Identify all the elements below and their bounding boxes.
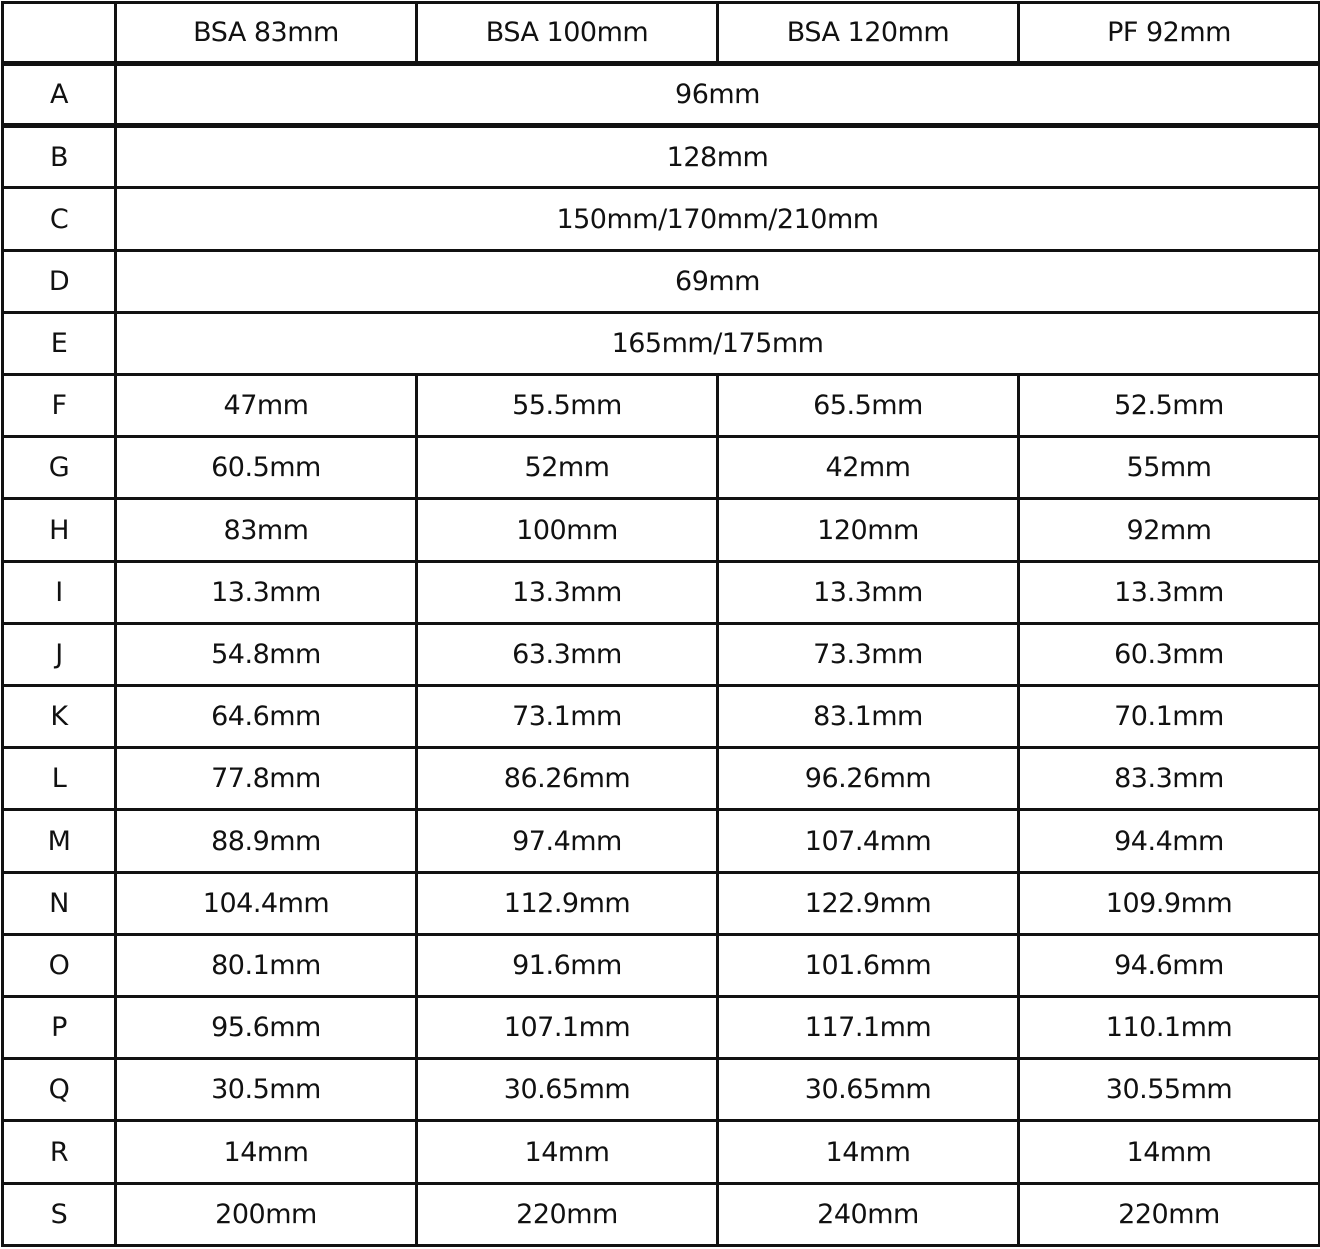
table-row bbox=[3, 126, 1320, 188]
table-row bbox=[3, 1121, 1320, 1183]
value-cell-pf-92: 13.3mm bbox=[1019, 561, 1320, 623]
value-cell-bsa-83: 83mm bbox=[116, 499, 417, 561]
value-cell-bsa-83: 104.4mm bbox=[116, 872, 417, 934]
value-cell-bsa-100: 100mm bbox=[417, 499, 718, 561]
value-cell-pf-92: 52.5mm bbox=[1019, 375, 1320, 437]
value-cell-bsa-120: 83.1mm bbox=[718, 686, 1019, 748]
table-row bbox=[3, 250, 1320, 312]
value-cell-pf-92: 60.3mm bbox=[1019, 623, 1320, 685]
table-row bbox=[3, 623, 1320, 685]
value-cell-bsa-120: 122.9mm bbox=[718, 872, 1019, 934]
value-cell-bsa-100: 52mm bbox=[417, 437, 718, 499]
table-row bbox=[3, 188, 1320, 250]
row-label: L bbox=[3, 748, 116, 810]
merged-value-cell: 96mm bbox=[116, 64, 1320, 126]
row-label: M bbox=[3, 810, 116, 872]
value-cell-bsa-83: 64.6mm bbox=[116, 686, 417, 748]
value-cell-bsa-100: 97.4mm bbox=[417, 810, 718, 872]
header-bsa-100: BSA 100mm bbox=[417, 3, 718, 64]
value-cell-bsa-100: 91.6mm bbox=[417, 934, 718, 996]
row-label: Q bbox=[3, 1059, 116, 1121]
header-bsa-120: BSA 120mm bbox=[718, 3, 1019, 64]
value-cell-bsa-83: 88.9mm bbox=[116, 810, 417, 872]
value-cell-bsa-100: 13.3mm bbox=[417, 561, 718, 623]
value-cell-bsa-120: 30.65mm bbox=[718, 1059, 1019, 1121]
table-row bbox=[3, 437, 1320, 499]
value-cell-bsa-100: 220mm bbox=[417, 1183, 718, 1245]
merged-value-cell: 69mm bbox=[116, 250, 1320, 312]
value-cell-bsa-100: 73.1mm bbox=[417, 686, 718, 748]
value-cell-bsa-100: 112.9mm bbox=[417, 872, 718, 934]
row-label: I bbox=[3, 561, 116, 623]
value-cell-bsa-120: 13.3mm bbox=[718, 561, 1019, 623]
merged-value-cell: 150mm/170mm/210mm bbox=[116, 188, 1320, 250]
row-label: K bbox=[3, 686, 116, 748]
value-cell-pf-92: 109.9mm bbox=[1019, 872, 1320, 934]
value-cell-bsa-83: 13.3mm bbox=[116, 561, 417, 623]
row-label: P bbox=[3, 997, 116, 1059]
value-cell-bsa-120: 96.26mm bbox=[718, 748, 1019, 810]
value-cell-bsa-120: 73.3mm bbox=[718, 623, 1019, 685]
value-cell-pf-92: 110.1mm bbox=[1019, 997, 1320, 1059]
value-cell-bsa-100: 14mm bbox=[417, 1121, 718, 1183]
value-cell-bsa-100: 63.3mm bbox=[417, 623, 718, 685]
spec-table bbox=[1, 1, 1320, 1247]
table-row bbox=[3, 1183, 1320, 1245]
table-row bbox=[3, 748, 1320, 810]
table-row bbox=[3, 997, 1320, 1059]
merged-value-cell: 128mm bbox=[116, 126, 1320, 188]
value-cell-pf-92: 55mm bbox=[1019, 437, 1320, 499]
value-cell-bsa-100: 55.5mm bbox=[417, 375, 718, 437]
value-cell-bsa-83: 47mm bbox=[116, 375, 417, 437]
row-label: G bbox=[3, 437, 116, 499]
value-cell-bsa-120: 107.4mm bbox=[718, 810, 1019, 872]
value-cell-pf-92: 92mm bbox=[1019, 499, 1320, 561]
row-label: F bbox=[3, 375, 116, 437]
value-cell-bsa-120: 240mm bbox=[718, 1183, 1019, 1245]
value-cell-bsa-83: 200mm bbox=[116, 1183, 417, 1245]
header-bsa-83: BSA 83mm bbox=[116, 3, 417, 64]
header-row bbox=[3, 3, 1320, 64]
table-row bbox=[3, 686, 1320, 748]
row-label: B bbox=[3, 126, 116, 188]
table-row bbox=[3, 561, 1320, 623]
value-cell-pf-92: 94.4mm bbox=[1019, 810, 1320, 872]
value-cell-bsa-83: 95.6mm bbox=[116, 997, 417, 1059]
row-label: O bbox=[3, 934, 116, 996]
value-cell-pf-92: 70.1mm bbox=[1019, 686, 1320, 748]
value-cell-bsa-120: 42mm bbox=[718, 437, 1019, 499]
value-cell-bsa-100: 107.1mm bbox=[417, 997, 718, 1059]
merged-value-cell: 165mm/175mm bbox=[116, 312, 1320, 374]
value-cell-bsa-83: 14mm bbox=[116, 1121, 417, 1183]
value-cell-bsa-83: 30.5mm bbox=[116, 1059, 417, 1121]
value-cell-pf-92: 220mm bbox=[1019, 1183, 1320, 1245]
header-corner bbox=[3, 3, 116, 64]
header-pf-92: PF 92mm bbox=[1019, 3, 1320, 64]
value-cell-bsa-83: 77.8mm bbox=[116, 748, 417, 810]
value-cell-pf-92: 94.6mm bbox=[1019, 934, 1320, 996]
row-label: H bbox=[3, 499, 116, 561]
table-row bbox=[3, 872, 1320, 934]
value-cell-bsa-120: 14mm bbox=[718, 1121, 1019, 1183]
value-cell-bsa-83: 60.5mm bbox=[116, 437, 417, 499]
spec-table-container bbox=[0, 1, 1320, 1249]
value-cell-bsa-120: 65.5mm bbox=[718, 375, 1019, 437]
table-row bbox=[3, 810, 1320, 872]
value-cell-pf-92: 14mm bbox=[1019, 1121, 1320, 1183]
value-cell-pf-92: 83.3mm bbox=[1019, 748, 1320, 810]
value-cell-bsa-120: 117.1mm bbox=[718, 997, 1019, 1059]
value-cell-bsa-120: 120mm bbox=[718, 499, 1019, 561]
table-row bbox=[3, 64, 1320, 126]
value-cell-pf-92: 30.55mm bbox=[1019, 1059, 1320, 1121]
row-label: N bbox=[3, 872, 116, 934]
value-cell-bsa-100: 30.65mm bbox=[417, 1059, 718, 1121]
row-label: R bbox=[3, 1121, 116, 1183]
value-cell-bsa-83: 80.1mm bbox=[116, 934, 417, 996]
table-row bbox=[3, 934, 1320, 996]
table-row bbox=[3, 312, 1320, 374]
row-label: J bbox=[3, 623, 116, 685]
value-cell-bsa-120: 101.6mm bbox=[718, 934, 1019, 996]
table-row bbox=[3, 499, 1320, 561]
table-row bbox=[3, 1059, 1320, 1121]
value-cell-bsa-83: 54.8mm bbox=[116, 623, 417, 685]
row-label: D bbox=[3, 250, 116, 312]
row-label: C bbox=[3, 188, 116, 250]
table-row bbox=[3, 375, 1320, 437]
row-label: E bbox=[3, 312, 116, 374]
row-label: S bbox=[3, 1183, 116, 1245]
row-label: A bbox=[3, 64, 116, 126]
value-cell-bsa-100: 86.26mm bbox=[417, 748, 718, 810]
